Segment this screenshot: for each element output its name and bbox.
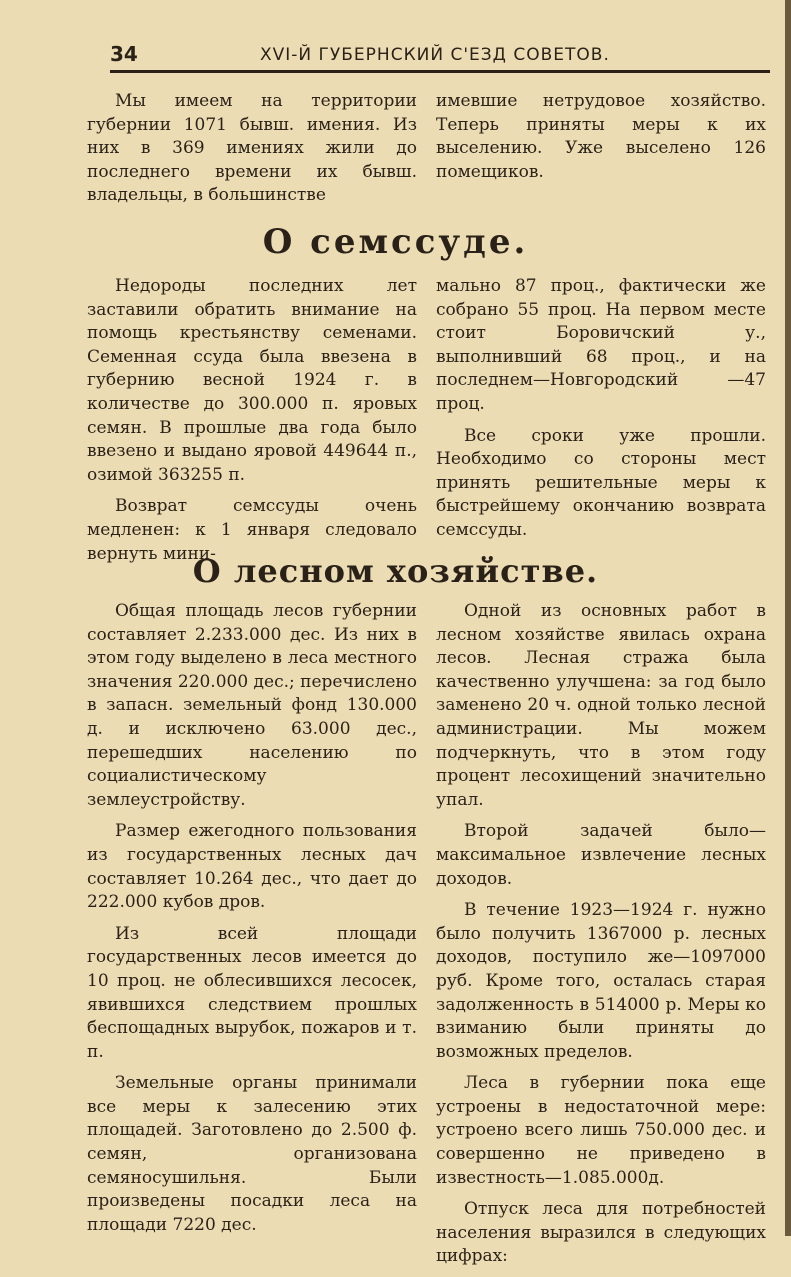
running-title: XVI-Й ГУБЕРНСКИЙ С'ЕЗД СОВЕТОВ. xyxy=(260,45,610,65)
paragraph: Леса в губернии пока еще устроены в недостаточной мере: устроено всего лишь 750.000 дес. и совершенно не приведено в известность—1.085.000д. xyxy=(436,1073,766,1188)
section-heading-seed-loan: О семссуде. xyxy=(262,222,529,262)
section-heading-forestry: О лесном хозяйстве. xyxy=(192,552,599,590)
paragraph: мально 87 проц., фактически же собрано 55 проц. На первом месте стоит Боровичский у., выполнивший 68 проц., и на последнем—Новгородский —47 проц. xyxy=(436,276,766,414)
forestry-left-column xyxy=(87,600,417,1245)
paragraph: имевшие нетрудовое хозяйство. Теперь приняты меры к их выселению. Уже выселено 126 помещиков. xyxy=(436,91,766,182)
paragraph: Размер ежегодного пользования из государственных лесных дач составляет 10.264 дес., что дает до 222.000 кубов дров. xyxy=(87,821,417,913)
intro-left-column xyxy=(87,90,417,216)
paragraph: Общая площадь лесов губернии составляет 2.233.000 дес. Из них в этом году выделено в леса местного значения 220.000 дес.; перечислено в запасн. земельный фонд 130.000 д. и исключено 63.000 дес., перешедших населению по социалистическому землеустройству. xyxy=(87,601,417,810)
seed-loan-right-column xyxy=(436,275,766,551)
page-edge xyxy=(785,0,791,1236)
paragraph: Отпуск леса для потребностей населения выразился в следующих цифрах: xyxy=(436,1199,766,1267)
seed-loan-left-column xyxy=(87,275,417,574)
forestry-right-column xyxy=(436,600,766,1277)
page-header xyxy=(110,36,770,76)
paragraph: Второй задачей было—максимальное извлечение лесных доходов. xyxy=(436,821,766,889)
paragraph: Мы имеем на территории губернии 1071 бывш. имения. Из них в 369 имениях жили до последнего времени их бывш. владельцы, в большинстве xyxy=(87,91,417,206)
paragraph: Земельные органы принимали все меры к залесению этих площадей. Заготовлено до 2.500 ф. семян, организована семяносушильня. Были произведены посадки леса на площади 7220 дес. xyxy=(87,1073,417,1235)
intro-right-column xyxy=(436,90,766,192)
paragraph: Все сроки уже прошли. Необходимо со стороны мест принять решительные меры к быстрейшему окончанию возврата семссуды. xyxy=(436,425,766,540)
header-rule xyxy=(110,70,770,73)
paragraph: Одной из основных работ в лесном хозяйстве явилась охрана лесов. Лесная стража была качественно улучшена: за год было заменено 20 ч. одной только лесной администрации. Мы можем подчеркнуть, что в этом году процент лесохищений значительно упал. xyxy=(436,601,766,810)
paragraph: В течение 1923—1924 г. нужно было получить 1367000 р. лесных доходов, поступило же—1097000 руб. Кроме того, осталась старая задолженность в 514000 р. Меры ко взиманию были приняты до возможных пределов. xyxy=(436,900,766,1062)
page-number: 34 xyxy=(110,42,138,66)
paragraph: Возврат семссуды очень медленен: к 1 января следовало вернуть мини- xyxy=(87,496,417,564)
paragraph: Недороды последних лет заставили обратить внимание на помощь крестьянству семенами. Семенная ссуда была ввезена в губернию весной 1924 г. в количестве до 300.000 п. яровых семян. В прошлые два года было ввезено и выдано яровой 449644 п., озимой 363255 п. xyxy=(87,276,417,485)
paragraph: Из всей площади государственных лесов имеется до 10 проц. не облесившихся лесосек, явившихся следствием прошлых беспощадных вырубок, пожаров и т. п. xyxy=(87,923,417,1062)
